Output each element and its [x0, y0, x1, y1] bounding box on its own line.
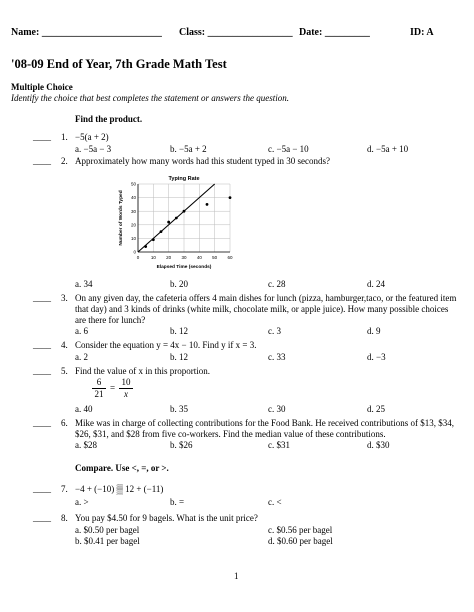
answer-blank: ____ — [33, 156, 51, 166]
data-point — [229, 196, 232, 199]
choice-a: a. 6 — [75, 326, 88, 336]
choice-b: b. 12 — [170, 326, 188, 336]
question-text: You pay $4.50 for 9 bagels. What is the unit price? — [75, 513, 258, 523]
choice-a: a. $28 — [75, 440, 97, 450]
data-point — [160, 230, 163, 233]
choice-a: a. 2 — [75, 352, 88, 362]
data-point — [167, 221, 170, 224]
question-number: 6. — [61, 418, 68, 428]
choice-b: b. = — [170, 497, 185, 507]
answer-blank: ____ — [33, 293, 51, 303]
choice-c: c. 28 — [268, 279, 286, 289]
x-tick-label: 50 — [212, 255, 218, 260]
choice-c: c. −5a − 10 — [268, 144, 309, 154]
choice-b: b. 20 — [170, 279, 188, 289]
fraction-denominator: x — [124, 389, 128, 399]
fraction-denominator: 21 — [94, 389, 104, 399]
data-point — [206, 203, 209, 206]
choice-a: a. −5a − 3 — [75, 144, 112, 154]
question-number: 4. — [61, 340, 68, 350]
choice-c: c. 3 — [268, 326, 281, 336]
choice-d: d. −3 — [367, 352, 386, 362]
question-text: −5(a + 2) — [75, 132, 109, 142]
choice-d: d. 24 — [367, 279, 385, 289]
choice-c: c. $0.56 per bagel — [268, 525, 333, 535]
question-text: Consider the equation y = 4x − 10. Find y if x = 3. — [75, 340, 257, 350]
section-heading: Multiple Choice — [11, 82, 73, 92]
question-text: Approximately how many words had this student typed in 30 seconds? — [75, 156, 330, 166]
data-point — [144, 245, 147, 248]
answer-blank: ____ — [33, 366, 51, 376]
answer-blank: ____ — [33, 132, 51, 142]
typing-rate-chart — [108, 170, 238, 276]
choice-d: d. $0.60 per bagel — [268, 536, 333, 546]
choice-d: d. −5a + 10 — [367, 144, 409, 154]
question-number: 8. — [61, 513, 68, 523]
x-tick-label: 40 — [196, 255, 202, 260]
page-number: 1 — [234, 571, 239, 581]
x-tick-label: 20 — [166, 255, 172, 260]
y-tick-label: 50 — [130, 181, 136, 187]
name-field-label: Name: ________________________ — [11, 27, 162, 38]
class-field-label: Class: _________________ — [179, 27, 293, 38]
y-axis-label: Number of Words Typed — [119, 190, 124, 246]
find-product-heading: Find the product. — [75, 114, 143, 124]
question-text: Mike was in charge of collecting contributions for the Food Bank. He received contributions of $13, $34, $26, $31, and $28 from five co-workers. Find the median value of these contributions. — [75, 418, 454, 439]
question-text: On any given day, the cafeteria offers 4 main dishes for lunch (pizza, hamburger,taco, or the featured item that day) and 3 kinds of drinks (white milk, chocolate milk, or apple juice). How many possible choices are there for lunch? — [75, 293, 457, 325]
choice-b: b. $0.41 per bagel — [75, 536, 140, 546]
x-tick-label: 60 — [227, 255, 233, 260]
answer-blank: ____ — [33, 484, 51, 494]
x-axis-label: Elapsed Time (seconds) — [156, 265, 212, 270]
choice-d: d. 9 — [367, 326, 381, 336]
equals-sign: = — [110, 383, 116, 393]
choice-d: d. $30 — [367, 440, 390, 450]
choice-a: a. $0.50 per bagel — [75, 525, 140, 535]
data-point — [183, 210, 186, 213]
test-title: '08-09 End of Year, 7th Grade Math Test — [11, 57, 227, 71]
id-label: ID: A — [410, 27, 434, 38]
x-tick-label: 10 — [150, 255, 156, 260]
y-tick-label: 0 — [133, 249, 136, 255]
choice-a: a. > — [75, 497, 89, 507]
y-tick-label: 30 — [130, 208, 136, 214]
choice-a: a. 40 — [75, 404, 93, 414]
question-number: 2. — [61, 156, 68, 166]
question-number: 5. — [61, 366, 68, 376]
answer-blank: ____ — [33, 513, 51, 523]
choice-b: b. $26 — [170, 440, 193, 450]
question-text: −4 + (−10) ▒ 12 + (−11) — [75, 484, 164, 494]
section-instructions: Identify the choice that best completes the statement or answers the question. — [11, 93, 289, 103]
question-text: Find the value of x in this proportion. — [75, 366, 210, 376]
choice-c: c. 30 — [268, 404, 286, 414]
question-number: 1. — [61, 132, 68, 142]
choice-b: b. 12 — [170, 352, 188, 362]
data-point — [175, 217, 178, 220]
x-tick-label: 30 — [181, 255, 187, 260]
choice-d: d. 25 — [367, 404, 385, 414]
fraction-numerator: 6 — [96, 377, 102, 387]
choice-c: c. $31 — [268, 440, 290, 450]
question-number: 7. — [61, 484, 68, 494]
compare-heading: Compare. Use <, =, or >. — [75, 463, 169, 473]
y-tick-label: 40 — [130, 195, 136, 201]
choice-a: a. 34 — [75, 279, 93, 289]
date-field-label: Date: _________ — [299, 27, 370, 38]
choice-c: c. 33 — [268, 352, 286, 362]
question-number: 3. — [61, 293, 68, 303]
answer-blank: ____ — [33, 418, 51, 428]
choice-b: b. −5a + 2 — [170, 144, 207, 154]
x-tick-label: 0 — [136, 255, 140, 260]
choice-c: c. < — [268, 497, 282, 507]
answer-blank: ____ — [33, 340, 51, 350]
fraction-numerator: 10 — [121, 377, 131, 387]
choice-b: b. 35 — [170, 404, 188, 414]
y-tick-label: 10 — [130, 236, 136, 241]
chart-title: Typing Rate — [168, 176, 200, 182]
data-point — [152, 238, 155, 241]
y-tick-label: 20 — [130, 222, 136, 228]
